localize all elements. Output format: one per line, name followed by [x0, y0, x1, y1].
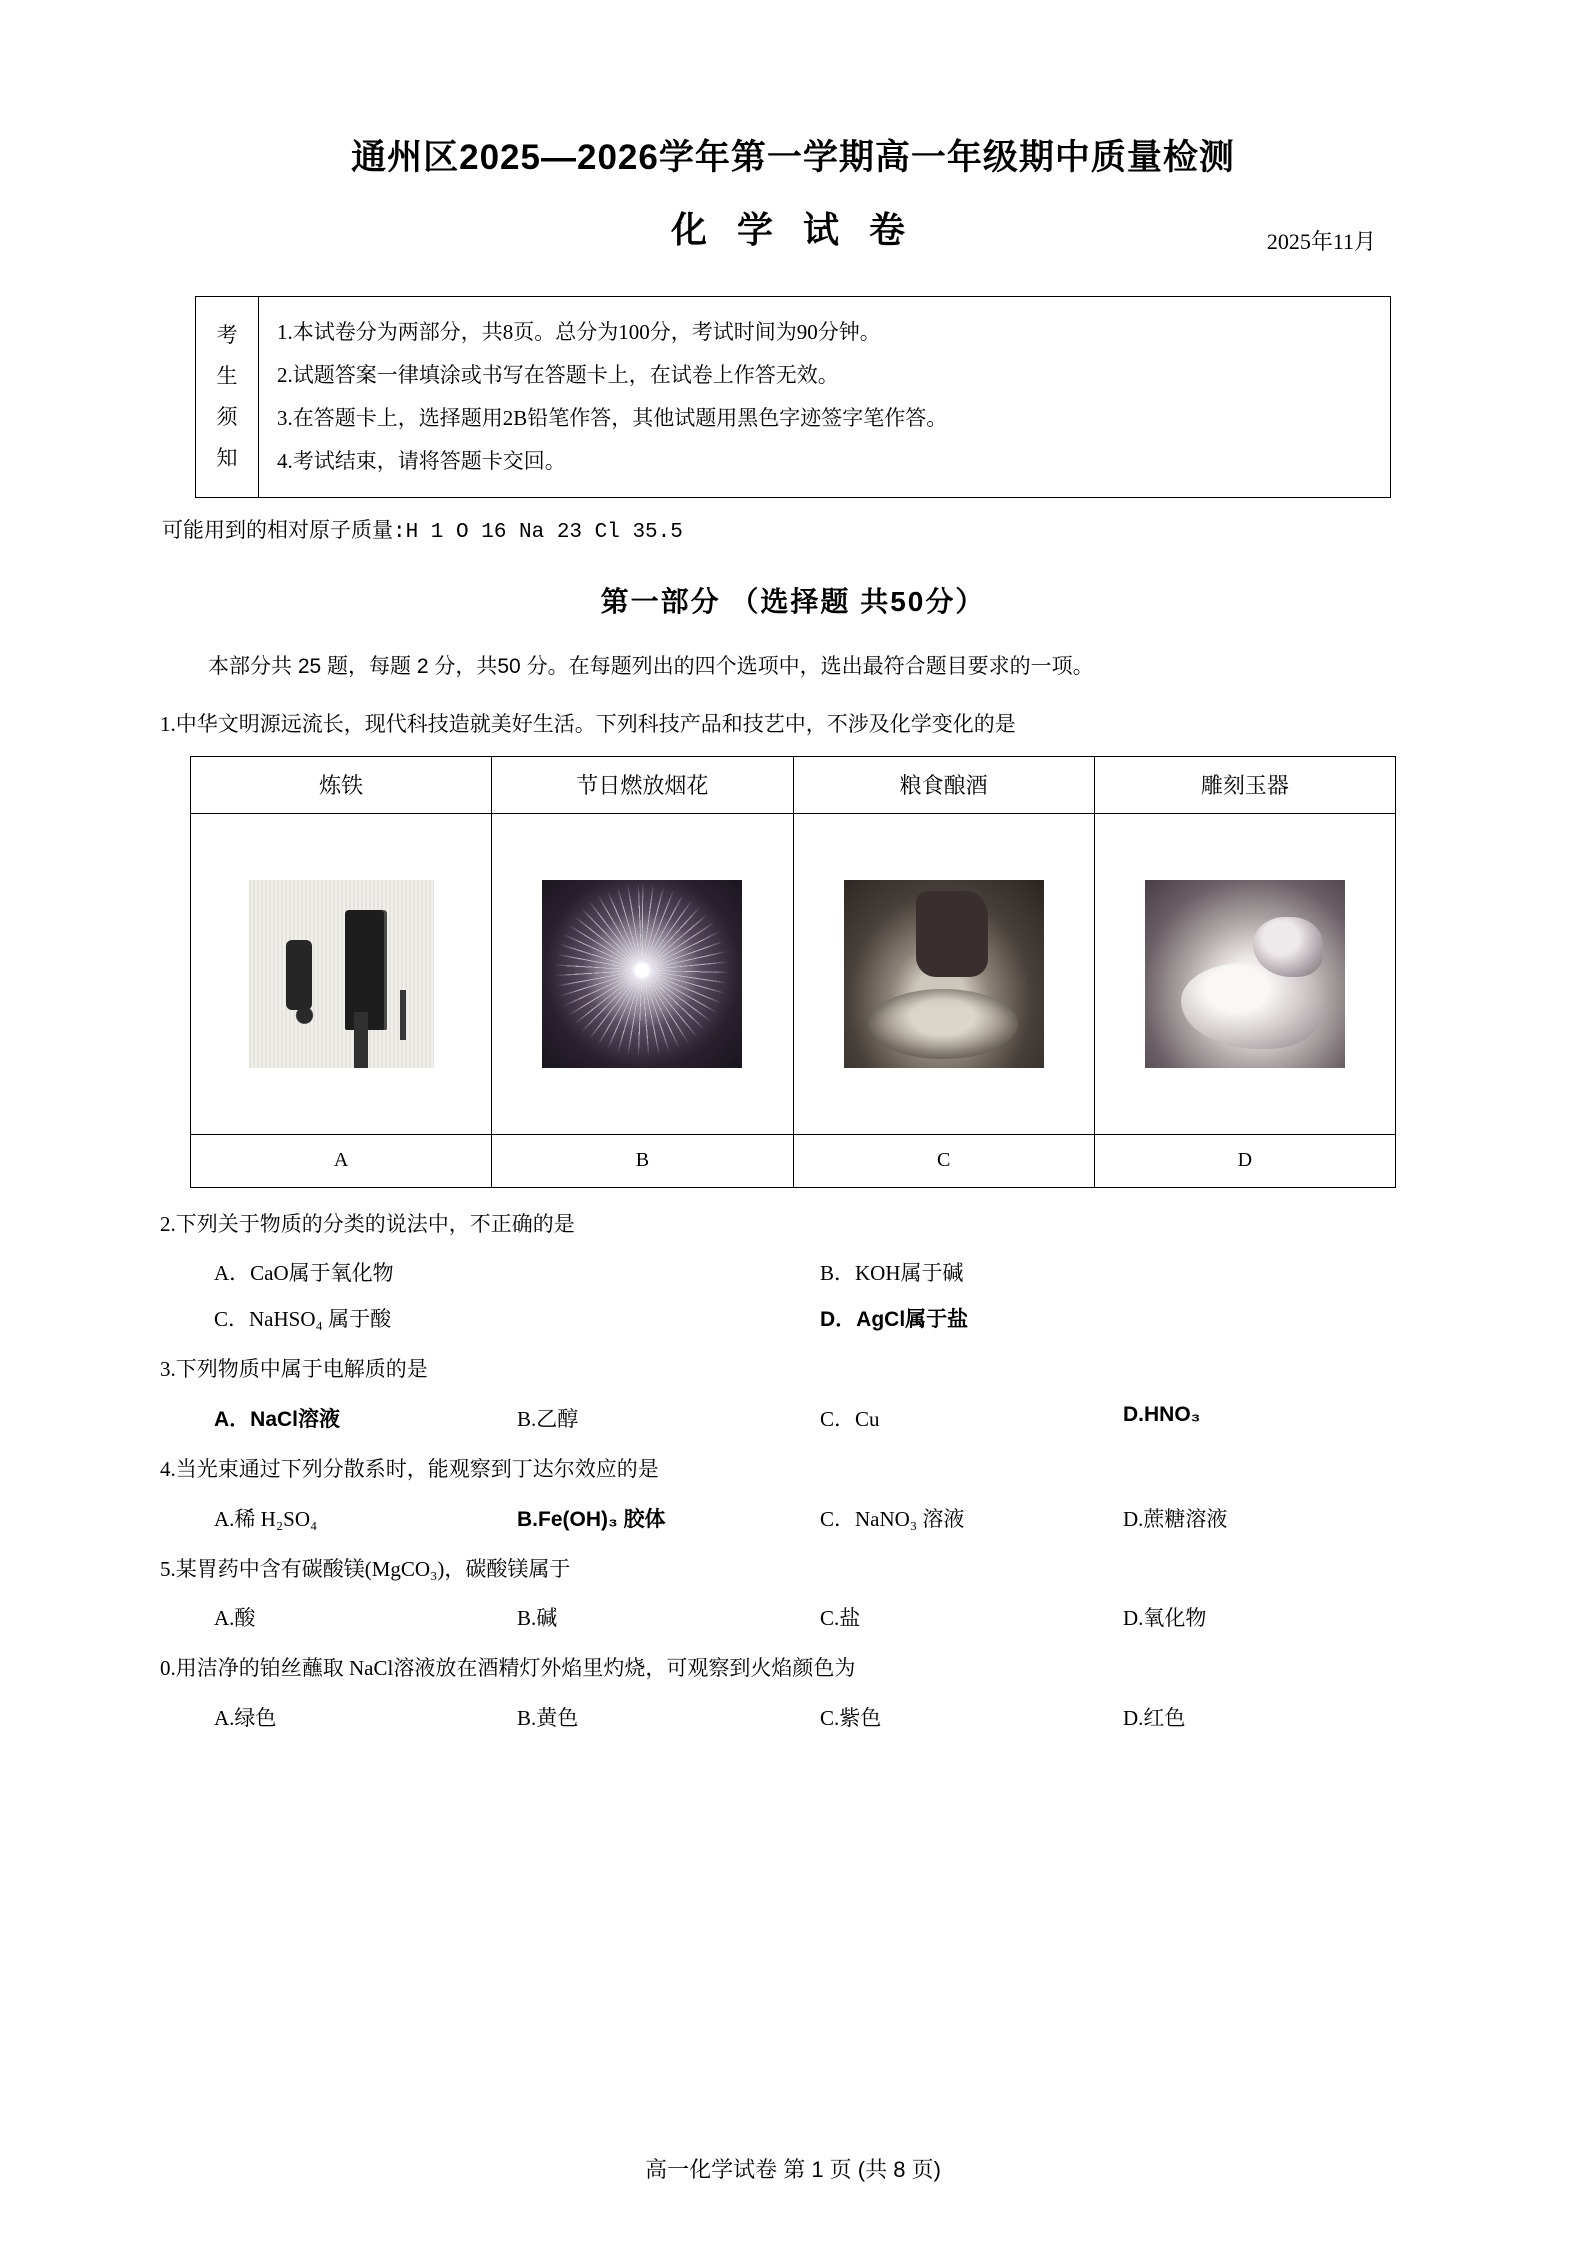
part-description: 本部分共 25 题，每题 2 分，共50 分。在每题列出的四个选项中，选出最符合题目要求的一项。: [208, 655, 1094, 679]
question-6-stem: 0.用洁净的铂丝蘸取 NaCl溶液放在酒精灯外焰里灼烧，可观察到火焰颜色为: [160, 1656, 856, 1681]
question-5-stem: 5.某胃药中含有碳酸镁(MgCO₃)，碳酸镁属于: [160, 1556, 571, 1581]
subject-row: [160, 202, 1426, 258]
question-3-options: [160, 1403, 1426, 1433]
notice-label-char: 知: [216, 446, 238, 471]
jade-carving-image: [1145, 880, 1345, 1068]
question-5-options: [160, 1602, 1426, 1632]
notice-label-char: 考: [216, 323, 238, 348]
notice-items: [259, 297, 1390, 497]
question-3-stem: 3.下列物质中属于电解质的是: [160, 1357, 428, 1382]
option-d[interactable]: D.红色: [1123, 1705, 1186, 1730]
option-b[interactable]: B．KOH属于碱: [820, 1261, 964, 1286]
option-label-d[interactable]: D: [1094, 1134, 1395, 1187]
notice-item: 4.考试结束，请将答题卡交回。: [277, 449, 566, 474]
image-header-cell: 雕刻玉器: [1094, 756, 1395, 813]
table-row: [191, 1134, 1396, 1187]
option-c[interactable]: C．NaNO₃ 溶液: [820, 1506, 965, 1531]
option-c[interactable]: C．Cu: [820, 1406, 880, 1431]
winemaking-image: [844, 880, 1044, 1068]
notice-label-char: 生: [216, 364, 238, 389]
option-a[interactable]: A.稀 H₂SO₄: [214, 1506, 318, 1531]
option-a[interactable]: A.酸: [214, 1606, 256, 1631]
image-header-cell: 粮食酿酒: [793, 756, 1094, 813]
option-c[interactable]: C.盐: [820, 1606, 861, 1631]
option-d[interactable]: D.氧化物: [1123, 1606, 1207, 1631]
question-2-stem: 2.下列关于物质的分类的说法中，不正确的是: [160, 1211, 575, 1236]
option-a[interactable]: A.绿色: [214, 1705, 277, 1730]
table-row: [191, 756, 1396, 813]
option-a[interactable]: A．CaO属于氧化物: [214, 1261, 394, 1286]
option-label-b[interactable]: B: [492, 1134, 793, 1187]
fireworks-image: [542, 880, 742, 1068]
option-b[interactable]: B.Fe(OH)₃ 胶体: [517, 1507, 666, 1531]
part-heading: 第一部分 （选择题 共50分）: [600, 586, 986, 618]
notice-label: [196, 297, 259, 497]
question-4-stem: 4.当光束通过下列分散系时，能观察到丁达尔效应的是: [160, 1456, 659, 1481]
subject-title: 化 学 试 卷: [670, 209, 915, 250]
question-4-options: [160, 1503, 1426, 1533]
notice-item: 3.在答题卡上，选择题用2B铅笔作答，其他试题用黑色字迹签字笔作答。: [277, 406, 948, 431]
question-2-options-row-1: [160, 1257, 1426, 1287]
image-header-cell: 炼铁: [191, 756, 492, 813]
page-footer: 高一化学试卷 第 1 页 (共 8 页): [645, 2157, 941, 2182]
atomic-mass-note: 可能用到的相对原子质量:H 1 O 16 Na 23 Cl 35.5: [162, 521, 683, 545]
question-6-options: [160, 1702, 1426, 1732]
jade-carving-image-cell: [1094, 813, 1395, 1134]
winemaking-image-cell: [793, 813, 1094, 1134]
question-1-image-table: [190, 756, 1396, 1188]
option-c[interactable]: C．NaHSO₄ 属于酸: [214, 1307, 392, 1332]
question-1-stem: 1.中华文明源远流长，现代科技造就美好生活。下列科技产品和技艺中，不涉及化学变化的是: [160, 712, 1016, 737]
question-2-options-row-2: [160, 1303, 1426, 1333]
image-header-cell: 节日燃放烟花: [492, 756, 793, 813]
notice-item: 1.本试卷分为两部分，共8页。总分为100分，考试时间为90分钟。: [277, 320, 881, 344]
option-d[interactable]: D.蔗糖溶液: [1123, 1506, 1228, 1531]
option-b[interactable]: B.乙醇: [517, 1406, 579, 1431]
ironmaking-image-cell: [191, 813, 492, 1134]
page-title: 通州区2025—2026学年第一学期高一年级期中质量检测: [351, 138, 1235, 177]
option-d[interactable]: D．AgCl属于盐: [820, 1308, 969, 1332]
ironmaking-image: [249, 880, 434, 1068]
table-row: [191, 813, 1396, 1134]
notice-item: 2.试题答案一律填涂或书写在答题卡上，在试卷上作答无效。: [277, 363, 839, 388]
option-b[interactable]: B.黄色: [517, 1705, 579, 1730]
option-a[interactable]: A．NaCl溶液: [214, 1407, 341, 1431]
fireworks-image-cell: [492, 813, 793, 1134]
option-d[interactable]: D.HNO₃: [1123, 1402, 1201, 1426]
notice-label-char: 须: [216, 405, 238, 430]
option-b[interactable]: B.碱: [517, 1606, 558, 1631]
exam-date: 2025年11月: [1266, 229, 1376, 254]
notice-box: [195, 296, 1391, 498]
option-label-a[interactable]: A: [191, 1134, 492, 1187]
option-c[interactable]: C.紫色: [820, 1705, 882, 1730]
option-label-c[interactable]: C: [793, 1134, 1094, 1187]
